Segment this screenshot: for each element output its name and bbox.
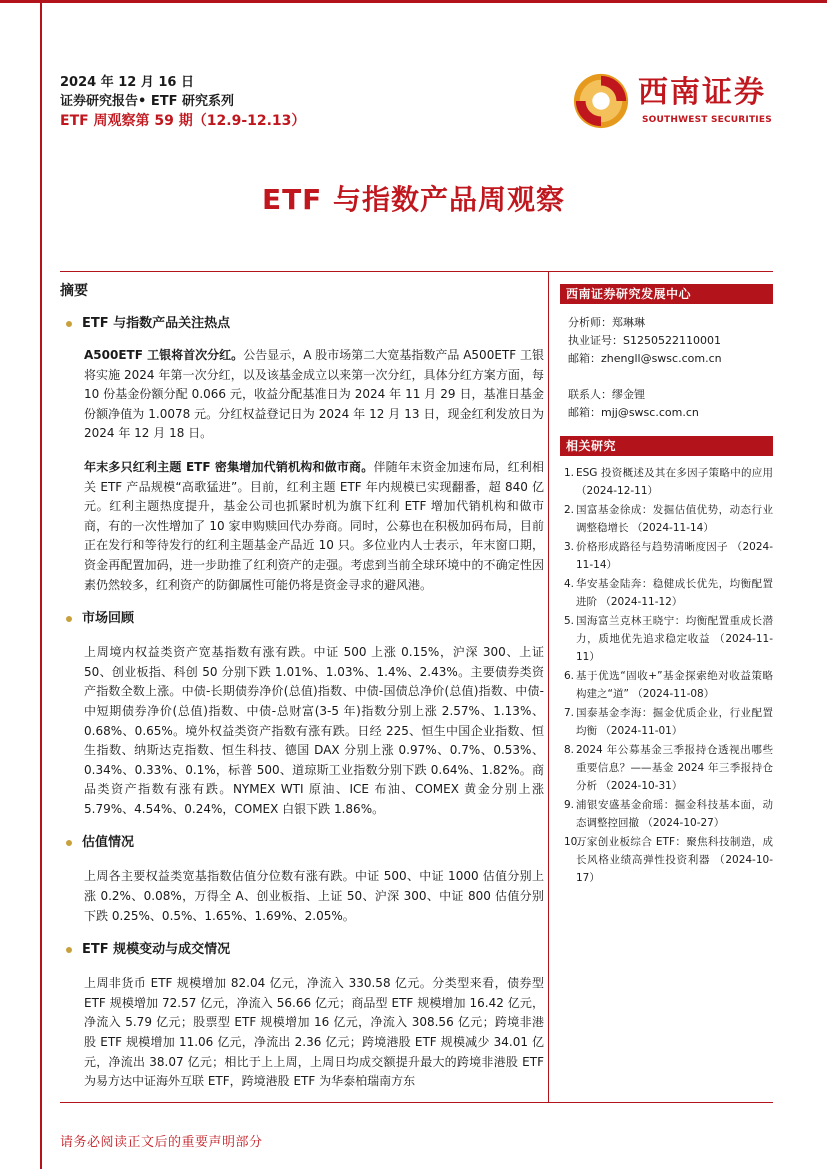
bullet-icon: [66, 840, 72, 846]
top-red-rule: [0, 0, 827, 3]
analyst-info: [568, 314, 773, 422]
research-item[interactable]: 3. 价格形成路径与趋势清晰度因子 （2024-11-14）: [564, 541, 773, 571]
license-row: 执业证号：S1250522110001: [568, 334, 721, 347]
report-date: 2024 年 12 月 16 日: [60, 75, 194, 90]
paragraph-text: 公告显示，A 股市场第二大宽基指数产品 A500ETF 工银将实施 2024 年第一次分红，以及该基金成立以来第一次分红，具体分红方案方面，每 10 份基金份额分配 0.066 元，收益分配基准日为 2024 年 11 月 29 日，基准日基金份额净值为 1.0078 元。分红权益登记日为 2024 年 12 月 13 日，现金红利发放日为 2024 年 12 月 18 日。: [84, 348, 544, 441]
logo-emblem-icon: [572, 72, 630, 130]
research-item[interactable]: 1. ESG 投资概述及其在多因子策略中的应用 （2024-12-11）: [564, 467, 773, 497]
paragraph: [84, 974, 544, 1092]
bullet-icon: [66, 321, 72, 327]
disclaimer-note: 请务必阅读正文后的重要声明部分: [60, 1135, 263, 1150]
footer-divider: [60, 1102, 773, 1103]
abstract-column: [60, 280, 544, 1092]
section-heading-text: ETF 与指数产品关注热点: [82, 316, 231, 331]
research-item[interactable]: 4. 华安基金陆奔：稳健成长优先，均衡配置进阶 （2024-11-12）: [564, 578, 773, 608]
section-heading-valuation: [60, 833, 544, 853]
research-center-bar: 西南证券研究发展中心: [560, 284, 773, 304]
paragraph-lead: 年末多只红利主题 ETF 密集增加代销机构和做市商。: [84, 459, 374, 474]
paragraph: [84, 346, 544, 444]
abstract-title: 摘要: [60, 283, 88, 299]
email-row[interactable]: 邮箱：mjj@swsc.com.cn: [568, 406, 699, 419]
bullet-icon: [66, 947, 72, 953]
section-heading-hotspots: [60, 314, 544, 334]
report-series: 证券研究报告• ETF 研究系列: [60, 94, 234, 109]
paragraph: [84, 867, 544, 926]
spacer-row: [568, 368, 773, 386]
research-item[interactable]: 5. 国海富兰克林王晓宁：均衡配置重成长潜力，质地优先追求稳定收益 （2024-11-11）: [564, 615, 773, 663]
left-red-rule: [40, 0, 42, 1169]
section-heading-market-review: [60, 609, 544, 629]
section-heading-text: ETF 规模变动与成交情况: [82, 942, 231, 958]
logo-name-en: SOUTHWEST SECURITIES: [642, 115, 772, 125]
bullet-icon: [66, 616, 72, 622]
research-item[interactable]: 2. 国富基金徐成：发掘估值优势，动态行业调整稳增长 （2024-11-14）: [564, 504, 773, 534]
research-item[interactable]: 10. 万家创业板综合 ETF：聚焦科技制造，成长风格业绩高弹性投资利器 （2024-10-17）: [564, 836, 773, 884]
paragraph-text: 伴随年末资金加速布局，红利相关 ETF 产品规模“高歌猛进”。目前，红利主题 ETF 年内规模已实现翻番，超 840 亿元。红利主题热度提升，基金公司也抓紧时机为旗下红利 ETF 增加代销机构和做市商，有的一次性增加了 10 家申购赎回代办券商。同时，公募也在积极加码布局，目前正在发行和等待发行的红利主题基金产品近 10 只。多位业内人士表示，年末窗口期，资金再配置加码，进一步助推了红利资产的走强。考虑到当前全球环境中的不确定性因素仍然较多，红利资产的防御属性可能仍将是资金寻求的避风港。: [84, 459, 544, 592]
email-row[interactable]: 邮箱：zhengll@swsc.com.cn: [568, 352, 722, 365]
report-issue: ETF 周观察第 59 期（12.9-12.13）: [60, 113, 306, 129]
logo-name-cn: 西南证券: [638, 75, 766, 110]
contact-row: 联系人：缪金锂: [568, 388, 645, 401]
research-item[interactable]: 8. 2024 年公募基金三季报持仓透视出哪些重要信息？——基金 2024 年三季报持仓分析 （2024-10-31）: [564, 744, 773, 792]
paragraph: [84, 643, 544, 819]
paragraph: [84, 458, 544, 595]
paragraph-lead: A500ETF 工银将首次分红。: [84, 348, 244, 362]
paragraph-text: 上周非货币 ETF 规模增加 82.04 亿元，净流入 330.58 亿元。分类型来看，债券型 ETF 规模增加 72.57 亿元，净流入 56.66 亿元；商品型 ETF 规模增加 16.42 亿元，净流入 5.79 亿元；股票型 ETF 规模增加 16 亿元，净流入 308.56 亿元；跨境非港股 ETF 规模增加 11.06 亿元，净流出 2.36 亿元；跨境港股 ETF 规模减少 34.01 亿元，净流出 38.07 亿元；相比于上上周，上周日均成交额提升最大的跨境非港股 ETF 为易方达中证海外互联 ETF，跨境港股 ETF 为华泰柏瑞南方东: [84, 976, 544, 1089]
related-research-bar: 相关研究: [560, 436, 773, 456]
paragraph-text: 上周各主要权益类宽基指数估值分位数有涨有跌。中证 500、中证 1000 估值分别上涨 0.2%、0.08%，万得全 A、创业板指、上证 50、沪深 300、中证 800 估值分别下跌 0.25%、0.5%、1.65%、1.69%、2.05%。: [84, 869, 544, 923]
report-header: [60, 73, 305, 132]
section-heading-etf-scale: [60, 940, 544, 960]
sidebar: [560, 284, 773, 887]
column-divider: [548, 271, 549, 1102]
research-item[interactable]: 6. 基于优选“固收+”基金探索绝对收益策略构建之“道” （2024-11-08）: [564, 670, 773, 700]
paragraph-text: 上周境内权益类资产宽基指数有涨有跌。中证 500 上涨 0.15%，沪深 300、上证 50、创业板指、科创 50 分别下跌 1.01%、1.03%、1.4%、2.43%。主要债券类资产指数全数上涨。中债-长期债券净价(总值)指数、中债-国债总净价(总值)指数、中债-中短期债券净价(总值)指数、中债-总财富(3-5 年)指数分别上涨 2.57%、1.13%、0.68%、0.65%。境外权益类资产指数有涨有跌。日经 225、恒生中国企业指数、恒生指数、纳斯达克指数、恒生科技、德国 DAX 分别上涨 0.97%、0.7%、0.53%、0.34%、0.33%、0.1%，标普 500、道琼斯工业指数分别下跌 0.64%、1.82%。商品类资产指数有涨有跌。NYMEX WTI 原油、ICE 布油、COMEX 黄金分别上涨 5.79%、4.54%、0.24%，COMEX 白银下跌 1.86%。: [84, 645, 544, 816]
analyst-row: 分析师：郑琳琳: [568, 316, 645, 329]
section-heading-text: 市场回顾: [82, 611, 135, 627]
company-logo: [566, 70, 776, 130]
related-research-list: [560, 464, 773, 887]
page-title: ETF 与指数产品周观察: [261, 183, 566, 216]
research-item[interactable]: 7. 国泰基金李海：掘金优质企业，行业配置均衡 （2024-11-01）: [564, 707, 773, 737]
title-divider: [60, 271, 773, 272]
research-item[interactable]: 9. 浦银安盛基金俞瑶：掘金科技基本面，动态调整控回撤 （2024-10-27）: [564, 799, 773, 829]
section-heading-text: 估值情况: [82, 835, 135, 851]
